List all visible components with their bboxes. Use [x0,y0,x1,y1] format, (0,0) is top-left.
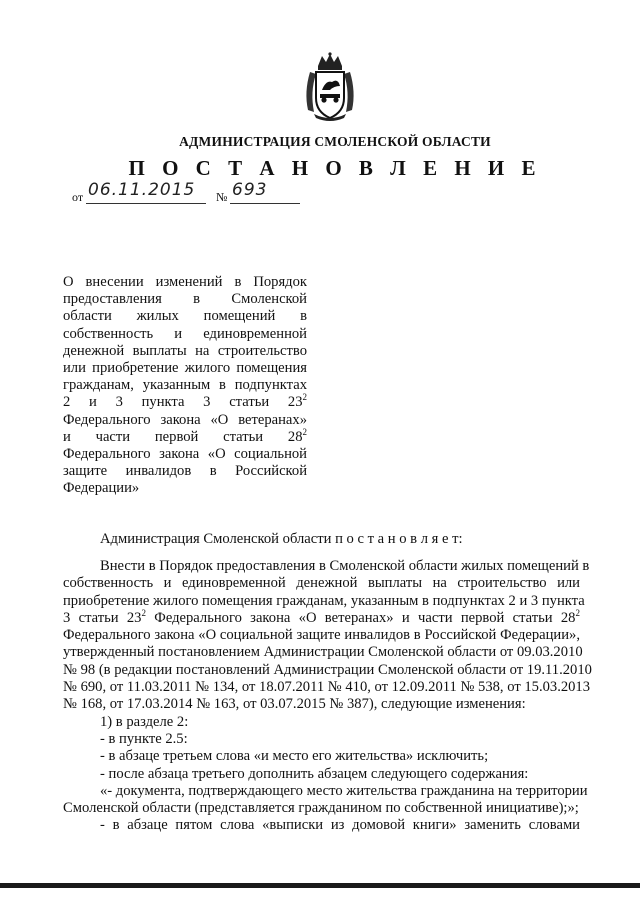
number-prefix: № [216,190,228,204]
body-line: - в пункте 2.5: [100,730,188,747]
body-line: № 98 (в редакции постановлений Администрации Смоленской области от 19.11.2010 [63,661,592,678]
body-line: утвержденный постановлением Администрации Смоленской области от 09.03.2010 [63,644,583,661]
date-prefix: от [72,190,84,204]
body-line: «- документа, подтверждающего место жительства гражданина на территории [100,782,588,799]
body-text [63,558,592,835]
subject-line: денежной выплаты на строительство [63,342,307,359]
superscript: 2 [575,608,580,619]
body-line: № 690, от 11.03.2011 № 134, от 18.07.2011 № 410, от 12.09.2011 № 538, от 15.03.2013 [63,679,591,696]
organization-name: АДМИНИСТРАЦИЯ СМОЛЕНСКОЙ ОБЛАСТИ [179,134,491,149]
superscript: 2 [302,426,307,437]
coat-of-arms-emblem [300,52,360,122]
body-line: 3 статьи $23^2$ Федерального закона «О ветеранах» и части первой статьи $28^2$ [63,608,580,626]
page-bottom-rule [0,883,640,888]
document-type-title: П О С Т А Н О В Л Е Н И Е [128,156,542,180]
subject-line: защите инвалидов в Российской [63,463,307,480]
subject-line: или приобретение жилого помещения [63,360,307,377]
subject-line: 2 и 3 пункта 3 статьи $23^2$ [63,392,307,411]
superscript: 2 [141,608,146,619]
body-line: № 168, от 17.03.2014 № 163, от 03.07.2015 № 387), следующие изменения: [63,696,526,713]
subject-line: собственность и единовременной [63,325,307,342]
subject-line: области жилых помещений в [63,308,307,325]
subject-block [63,274,307,498]
subject-line: Федерального закона «О социальной [63,446,307,463]
subject-line: Федерального закона «О ветеранах» [63,411,307,428]
subject-line: предоставления в Смоленской [63,291,307,308]
body-line: Внести в Порядок предоставления в Смоленской области жилых помещений в [100,558,590,574]
body-line: 1) в разделе 2: [100,713,189,730]
date-underline [86,203,206,204]
decree-statement: Администрация Смоленской области п о с т а н о в л я е т: [100,531,463,547]
superscript: 2 [302,392,307,403]
subject-line: гражданам, указанным в подпунктах [63,377,307,394]
subject-line: Федерации» [63,480,140,497]
body-line: собственность и единовременной денежной выплаты на строительство или [63,575,580,592]
subject-line: О внесении изменений в Порядок [63,274,307,290]
handwritten-number: 693 [232,180,268,200]
handwritten-date: 06.11.2015 [88,180,196,200]
subject-line: и части первой статьи $28^2$ [63,426,307,445]
body-line: Федерального закона «О социальной защите инвалидов в Российской Федерации», [63,627,580,644]
body-line: приобретение жилого помещения гражданам, указанным в подпунктах 2 и 3 пункта [63,592,585,609]
body-line: - в абзаце третьем слова «и место его жительства» исключить; [100,748,489,765]
body-line: Смоленской области (представляется гражданином по собственной инициативе);»; [63,800,579,817]
body-line: - после абзаца третьего дополнить абзацем следующего содержания: [100,765,529,782]
body-line: - в абзаце пятом слова «выписки из домовой книги» заменить словами [100,817,580,834]
number-underline [230,203,300,204]
